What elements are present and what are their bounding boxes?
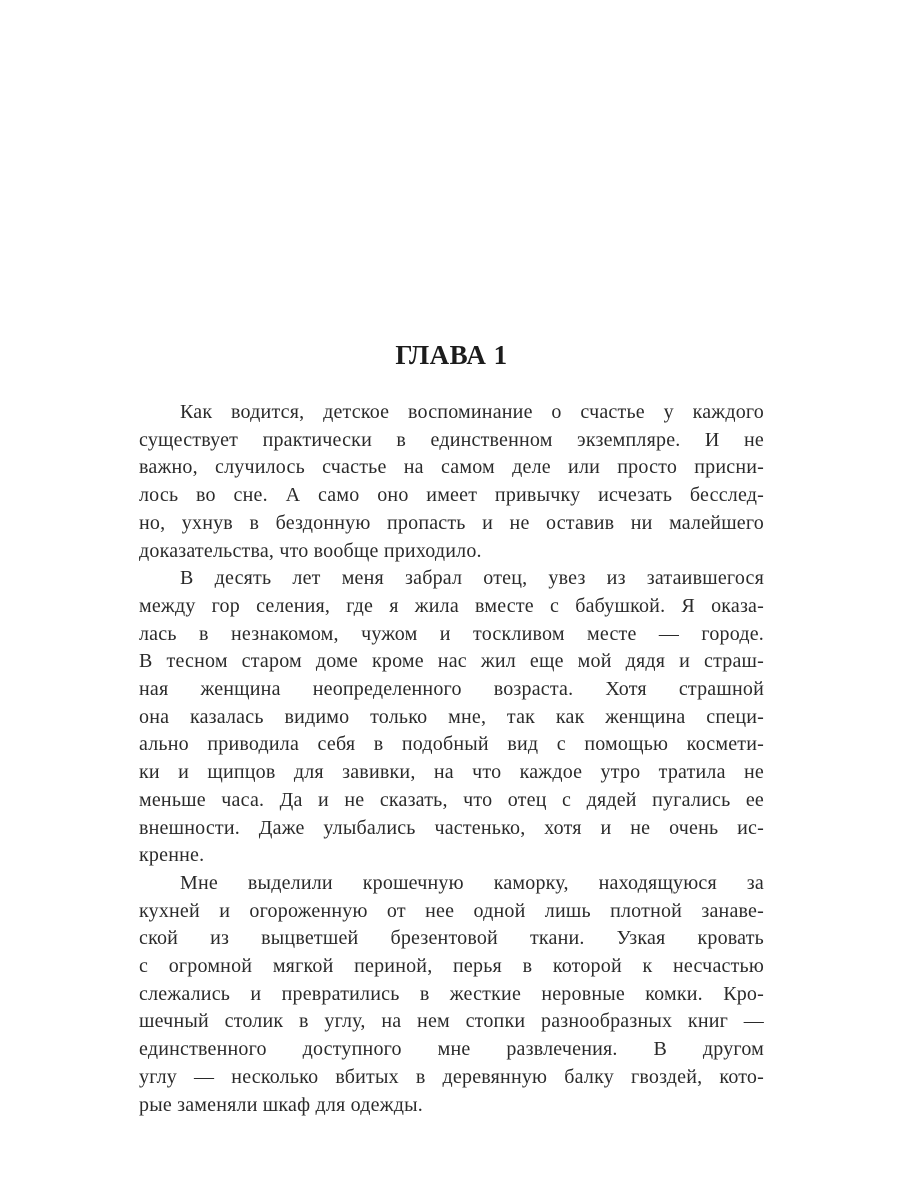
text-line: доказательства, что вообще приходило. [139, 539, 482, 562]
text-line: меньше часа. Да и не сказать, что отец с дядей пугались ее [139, 788, 764, 811]
text-line: Как водится, детское воспоминание о счастье у каждого [180, 401, 764, 423]
text-line: она казалась видимо только мне, так как женщина специ- [139, 705, 764, 728]
text-line: ально приводила себя в подобный вид с помощью космети- [139, 733, 764, 756]
text-line: ная женщина неопределенного возраста. Хотя страшной [139, 678, 764, 701]
text-line: рые заменяли шкаф для одежды. [139, 1093, 423, 1116]
text-line: В тесном старом доме кроме нас жил еще мой дядя и страш- [139, 650, 764, 673]
text-line: ки и щипцов для завивки, на что каждое утро тратила не [139, 761, 764, 784]
text-line: шечный столик в углу, на нем стопки разнообразных книг — [139, 1010, 764, 1033]
text-line: ской из выцветшей брезентовой ткани. Узкая кровать [139, 927, 764, 950]
text-line: Мне выделили крошечную каморку, находящуюся за [180, 871, 764, 894]
text-line: лась в незнакомом, чужом и тоскливом месте — городе. [139, 622, 764, 645]
text-line: кренне. [139, 844, 205, 867]
paragraph [139, 399, 764, 565]
text-line: между гор селения, где я жила вместе с бабушкой. Я оказа- [139, 594, 764, 617]
text-line: кухней и огороженную от нее одной лишь плотной занаве- [139, 899, 764, 922]
text-line: слежались и превратились в жесткие неровные комки. Кро- [139, 982, 764, 1005]
text-column [139, 341, 764, 1119]
paragraph [139, 565, 764, 870]
chapter-heading: ГЛАВА 1 [395, 340, 508, 370]
text-line: лось во сне. А само оно имеет привычку исчезать бесслед- [139, 484, 764, 507]
text-line: внешности. Даже улыбались частенько, хотя и не очень ис- [139, 816, 764, 839]
text-line: важно, случилось счастье на самом деле или просто присни- [139, 456, 764, 479]
paragraph [139, 870, 764, 1119]
text-line: существует практически в единственном экземпляре. И не [139, 428, 764, 451]
text-line: с огромной мягкой периной, перья в которой к несчастью [139, 955, 764, 978]
text-line: единственного доступного мне развлечения. В другом [139, 1038, 764, 1061]
body-text [139, 399, 764, 1119]
text-line: но, ухнув в бездонную пропасть и не оставив ни малейшего [139, 511, 764, 534]
text-line: углу — несколько вбитых в деревянную балку гвоздей, кото- [139, 1065, 764, 1088]
text-line: В десять лет меня забрал отец, увез из затаившегося [180, 567, 764, 590]
